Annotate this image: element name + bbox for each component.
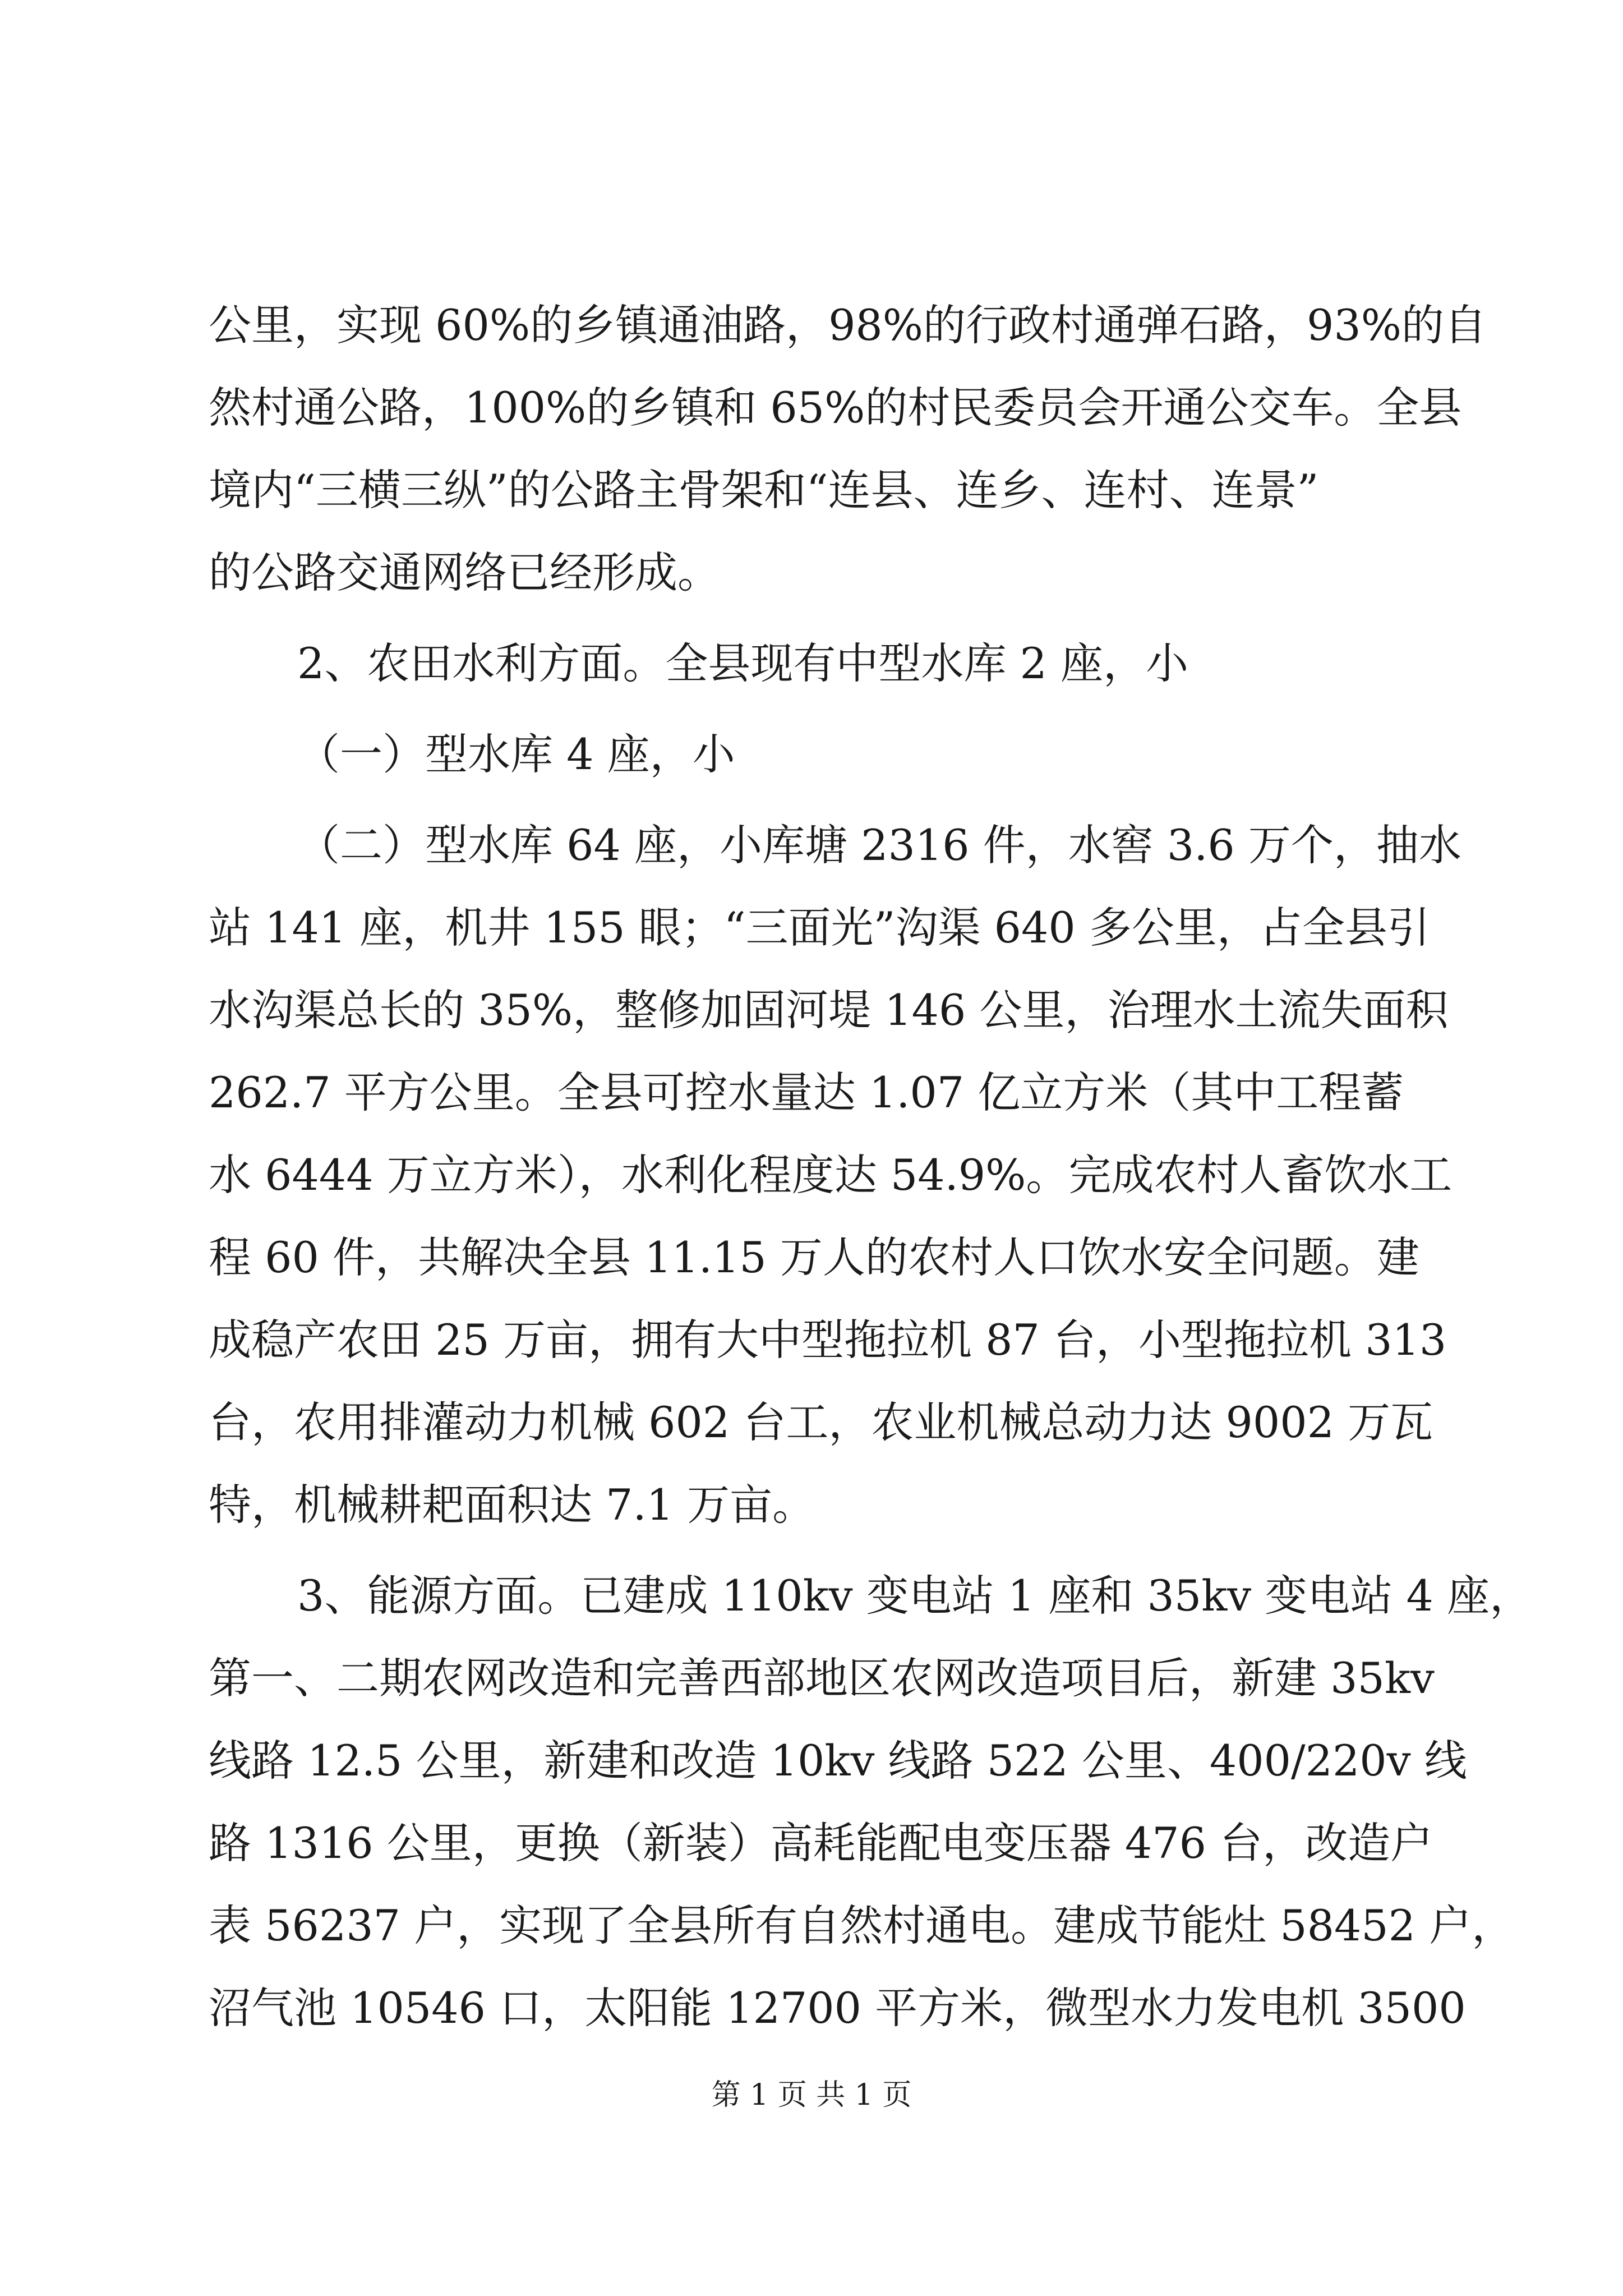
text-line: 第一、二期农网改造和完善西部地区农网改造项目后，新建 35kv bbox=[209, 1653, 1435, 1703]
text-line: 路 1316 公里，更换（新装）高耗能配电变压器 476 台，改造户 bbox=[209, 1818, 1433, 1868]
text-line: 程 60 件，共解决全县 11.15 万人的农村人口饮水安全问题。建 bbox=[209, 1232, 1419, 1282]
page-footer: 第 1 页 共 1 页 bbox=[711, 2078, 912, 2112]
text-line: 262.7 平方公里。全县可控水量达 1.07 亿立方米（其中工程蓄 bbox=[209, 1068, 1404, 1117]
text-line: 水 6444 万立方米），水利化程度达 54.9%。完成农村人畜饮水工 bbox=[209, 1150, 1453, 1200]
text-line: 站 141 座，机井 155 眼；“三面光”沟渠 640 多公里，占全县引 bbox=[209, 903, 1430, 953]
text-line: 特，机械耕耙面积达 7.1 万亩。 bbox=[209, 1480, 815, 1530]
text-line: 成稳产农田 25 万亩，拥有大中型拖拉机 87 台，小型拖拉机 313 bbox=[209, 1315, 1447, 1365]
text-line: 然村通公路，100%的乡镇和 65%的村民委员会开通公交车。全县 bbox=[209, 383, 1462, 432]
paragraph-start-line: （二）型水库 64 座，小库塘 2316 件，水窖 3.6 万个，抽水 bbox=[297, 820, 1461, 870]
text-line: 水沟渠总长的 35%，整修加固河堤 146 公里，治理水土流失面积 bbox=[209, 985, 1449, 1035]
text-line: 沼气池 10546 口，太阳能 12700 平方米，微型水力发电机 3500 bbox=[209, 1983, 1466, 2033]
text-line: 公里，实现 60%的乡镇通油路，98%的行政村通弹石路，93%的自 bbox=[209, 300, 1487, 350]
text-line: 线路 12.5 公里，新建和改造 10kv 线路 522 公里、400/220v 线 bbox=[209, 1736, 1467, 1786]
text-line: 境内“三横三纵”的公路主骨架和“连县、连乡、连村、连景” bbox=[209, 465, 1319, 515]
paragraph-start-line: 2、农田水利方面。全县现有中型水库 2 座，小 bbox=[297, 638, 1189, 688]
text-line: 表 56237 户，实现了全县所有自然村通电。建成节能灶 58452 户， bbox=[209, 1901, 1515, 1950]
text-line: 的公路交通网络已经形成。 bbox=[209, 547, 720, 597]
text-line: 台，农用排灌动力机械 602 台工，农业机械总动力达 9002 万瓦 bbox=[209, 1397, 1433, 1447]
paragraph-start-line: （一）型水库 4 座，小 bbox=[297, 729, 735, 779]
paragraph-start-line: 3、能源方面。已建成 110kv 变电站 1 座和 35kv 变电站 4 座， bbox=[297, 1571, 1533, 1621]
